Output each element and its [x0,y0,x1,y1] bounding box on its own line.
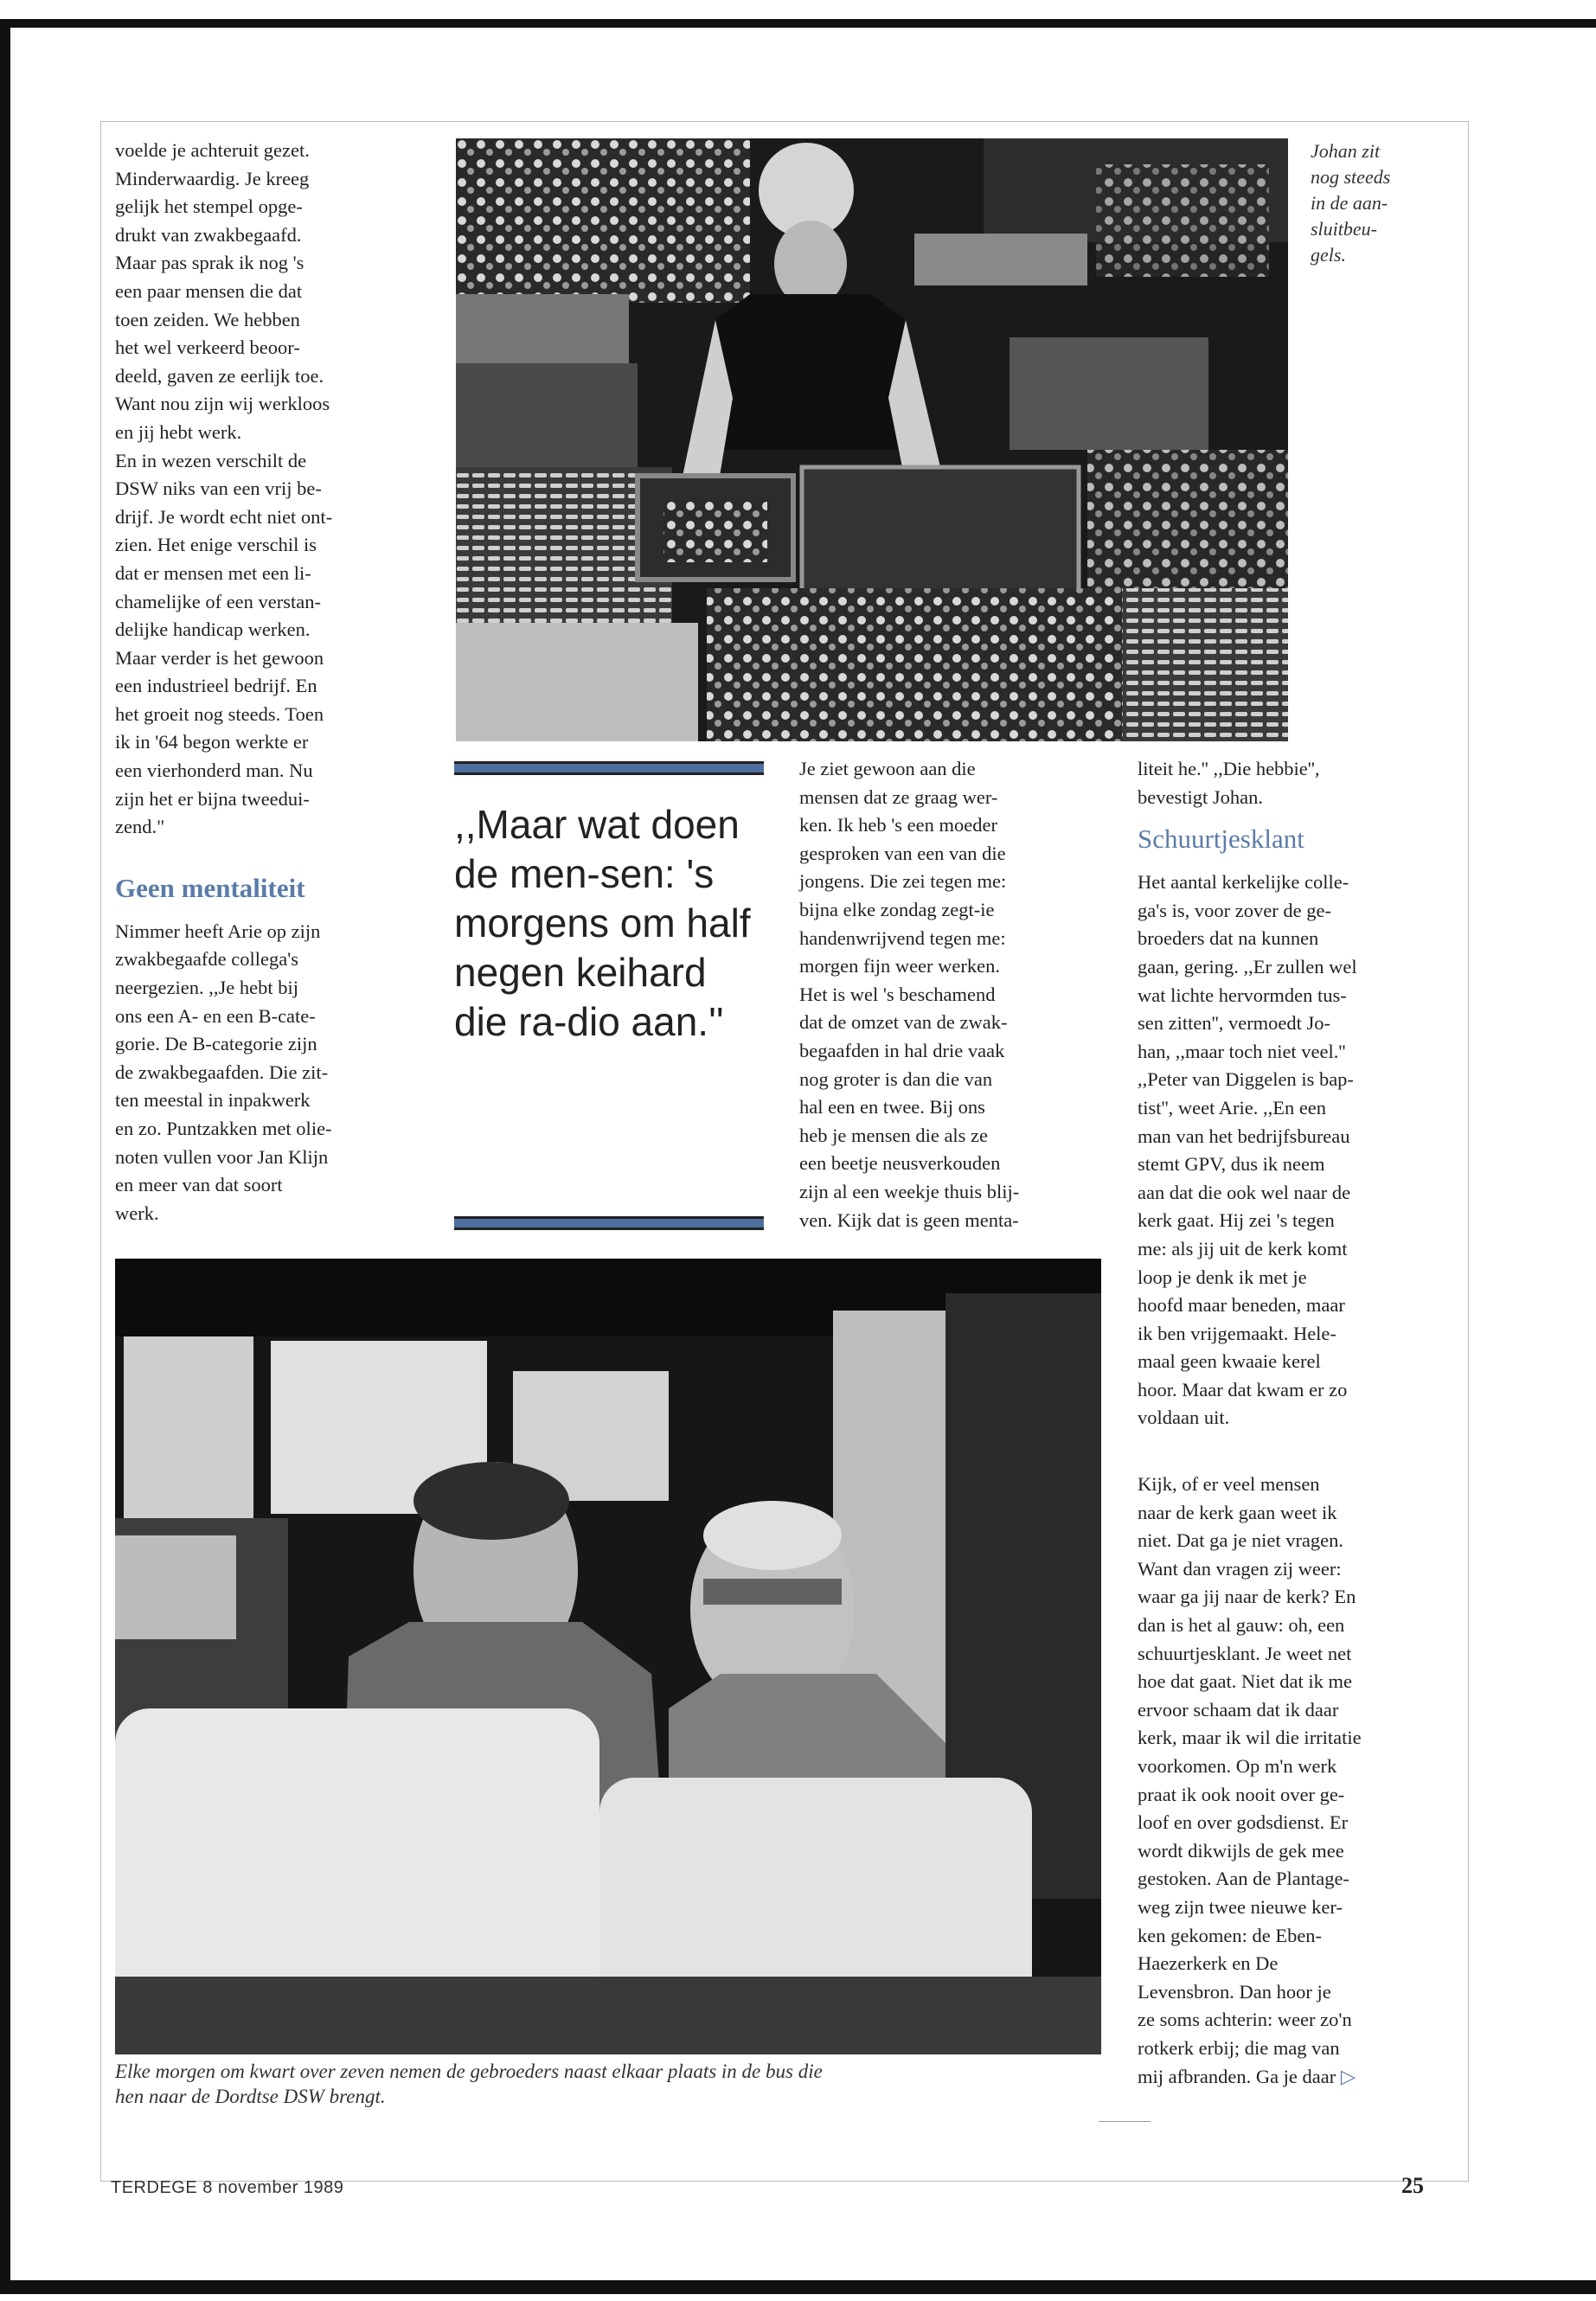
section-heading: Geen mentaliteit [115,872,305,903]
paragraph [1138,1471,1447,2091]
bus-photo-illustration [115,1259,1101,2054]
page-frame-bottom [0,2280,1596,2294]
continue-arrow-icon: ▷ [1340,2065,1356,2088]
paragraph-text: Kijk, of er veel mensen naar de kerk gaan weet ik niet. Dat ga je niet vragen. Want dan vragen zij weer: waar ga jij naar de kerk? En dan is het al gauw: oh, een schuurtjesklant. Je weet net hoe dat gaat. Niet dat ik me ervoor schaam dat ik daar kerk, maar ik wil die irritatie voorkomen. Op m'n werk praat ik ook nooit over ge- loof en over godsdienst. Er wordt dikwijls de gek mee gestoken. Aan de Plantage- weg zijn twee nieuwe ker- ken gekomen: de Eben- Haezerkerk en De Levensbron. Dan hoor je ze soms achterin: weer zo'n rotkerk erbij; die mag van mij afbranden. Ga je daar [1138,1473,1362,2087]
footer-publication: TERDEGE 8 november 1989 [111,2178,344,2197]
paragraph: En in wezen verschilt de DSW niks van een vrij be- drijf. Je wordt echt niet ont- zien. Het enige verschil is dat er mensen met een li- chamelijke of een verstan- delijke handicap werken. Maar verder is het gewoon een industrieel bedrijf. En het groeit nog steeds. Toen ik in '64 begon werkte er een vierhonderd man. Nu zijn het er bijna tweedui- zend." [115,449,333,838]
bus-photo [115,1259,1101,2054]
paragraph: Je ziet gewoon aan die mensen dat ze graag wer- ken. Ik heb 's een moeder gesproken van een van die jongens. Die zei tegen me: bijna elke zondag zegt-ie handenwrijvend tegen me: morgen fijn weer werken. Het is wel 's beschamend dat de omzet van de zwak- begaafden in hal drie vaak nog groter is dan die van hal een en twee. Bij ons heb je mensen die als ze een beetje neusverkouden zijn al een weekje thuis blij- ven. Kijk dat is geen menta- [799,758,1020,1231]
quote-bar-top [454,761,764,775]
page-number: 25 [1401,2173,1424,2198]
paragraph: liteit he.'' ,,Die hebbie'', bevestigt Johan. [1138,758,1320,808]
section-heading: Schuurtjesklant [1138,824,1304,855]
page-frame-top [0,19,1596,28]
pull-quote: ,,Maar wat doen de men-sen: 's morgens om half negen keihard die ra-dio aan.'' [454,802,751,1044]
paragraph: Het aantal kerkelijke colle- ga's is, voor zover de ge- broeders dat na kunnen gaan, gering. ,,Er zullen wel wat lichte hervormden tus- sen zitten'', vermoedt Jo- han, ,,maar toch niet veel.'' ,,Peter van Diggelen is bap- tist'', weet Arie. ,,En een man van het bedrijfsbureau stemt GPV, dus ik neem aan dat die ook wel naar de kerk gaat. Hij zei 's tegen me: als jij uit de kerk komt loop je denk ik met je hoofd maar beneden, maar ik ben vrijgemaakt. Hele- maal geen kwaaie kerel hoor. Maar dat kwam er zo voldaan uit. [1138,871,1357,1429]
workshop-photo [456,138,1288,741]
quote-bar-bottom [454,1216,764,1230]
photo-caption: Johan zit nog steeds in de aan- sluitbeu- gels. [1311,140,1391,266]
paragraph: Nimmer heeft Arie op zijn zwakbegaafde collega's neergezien. ,,Je hebt bij ons een A- en een B-cate- gorie. De B-categorie zijn de zwakbegaafden. Die zit- ten meestal in inpakwerk en zo. Puntzakken met olie- noten vullen voor Jan Klijn en meer van dat soort werk. [115,920,332,1224]
workshop-photo-illustration [456,138,1288,741]
paragraph: voelde je achteruit gezet. Minderwaardig. Je kreeg gelijk het stempel opge- drukt van zwakbegaafd. Maar pas sprak ik nog 's een paar mensen die dat toen zeiden. We hebben het wel verkeerd beoor- deeld, gaven ze eerlijk toe. Want nou zijn wij werkloos en jij hebt werk. [115,139,330,443]
page-frame-left [0,19,10,2281]
article-column-1 [115,137,426,1227]
caption-rule [1099,2121,1151,2122]
photo-caption: Elke morgen om kwart over zeven nemen de gebroeders naast elkaar plaats in de bus die hen naar de Dordtse DSW brengt. [115,2061,823,2107]
article-column-4 [1138,755,1447,2091]
article-column-3 [799,755,1106,1234]
